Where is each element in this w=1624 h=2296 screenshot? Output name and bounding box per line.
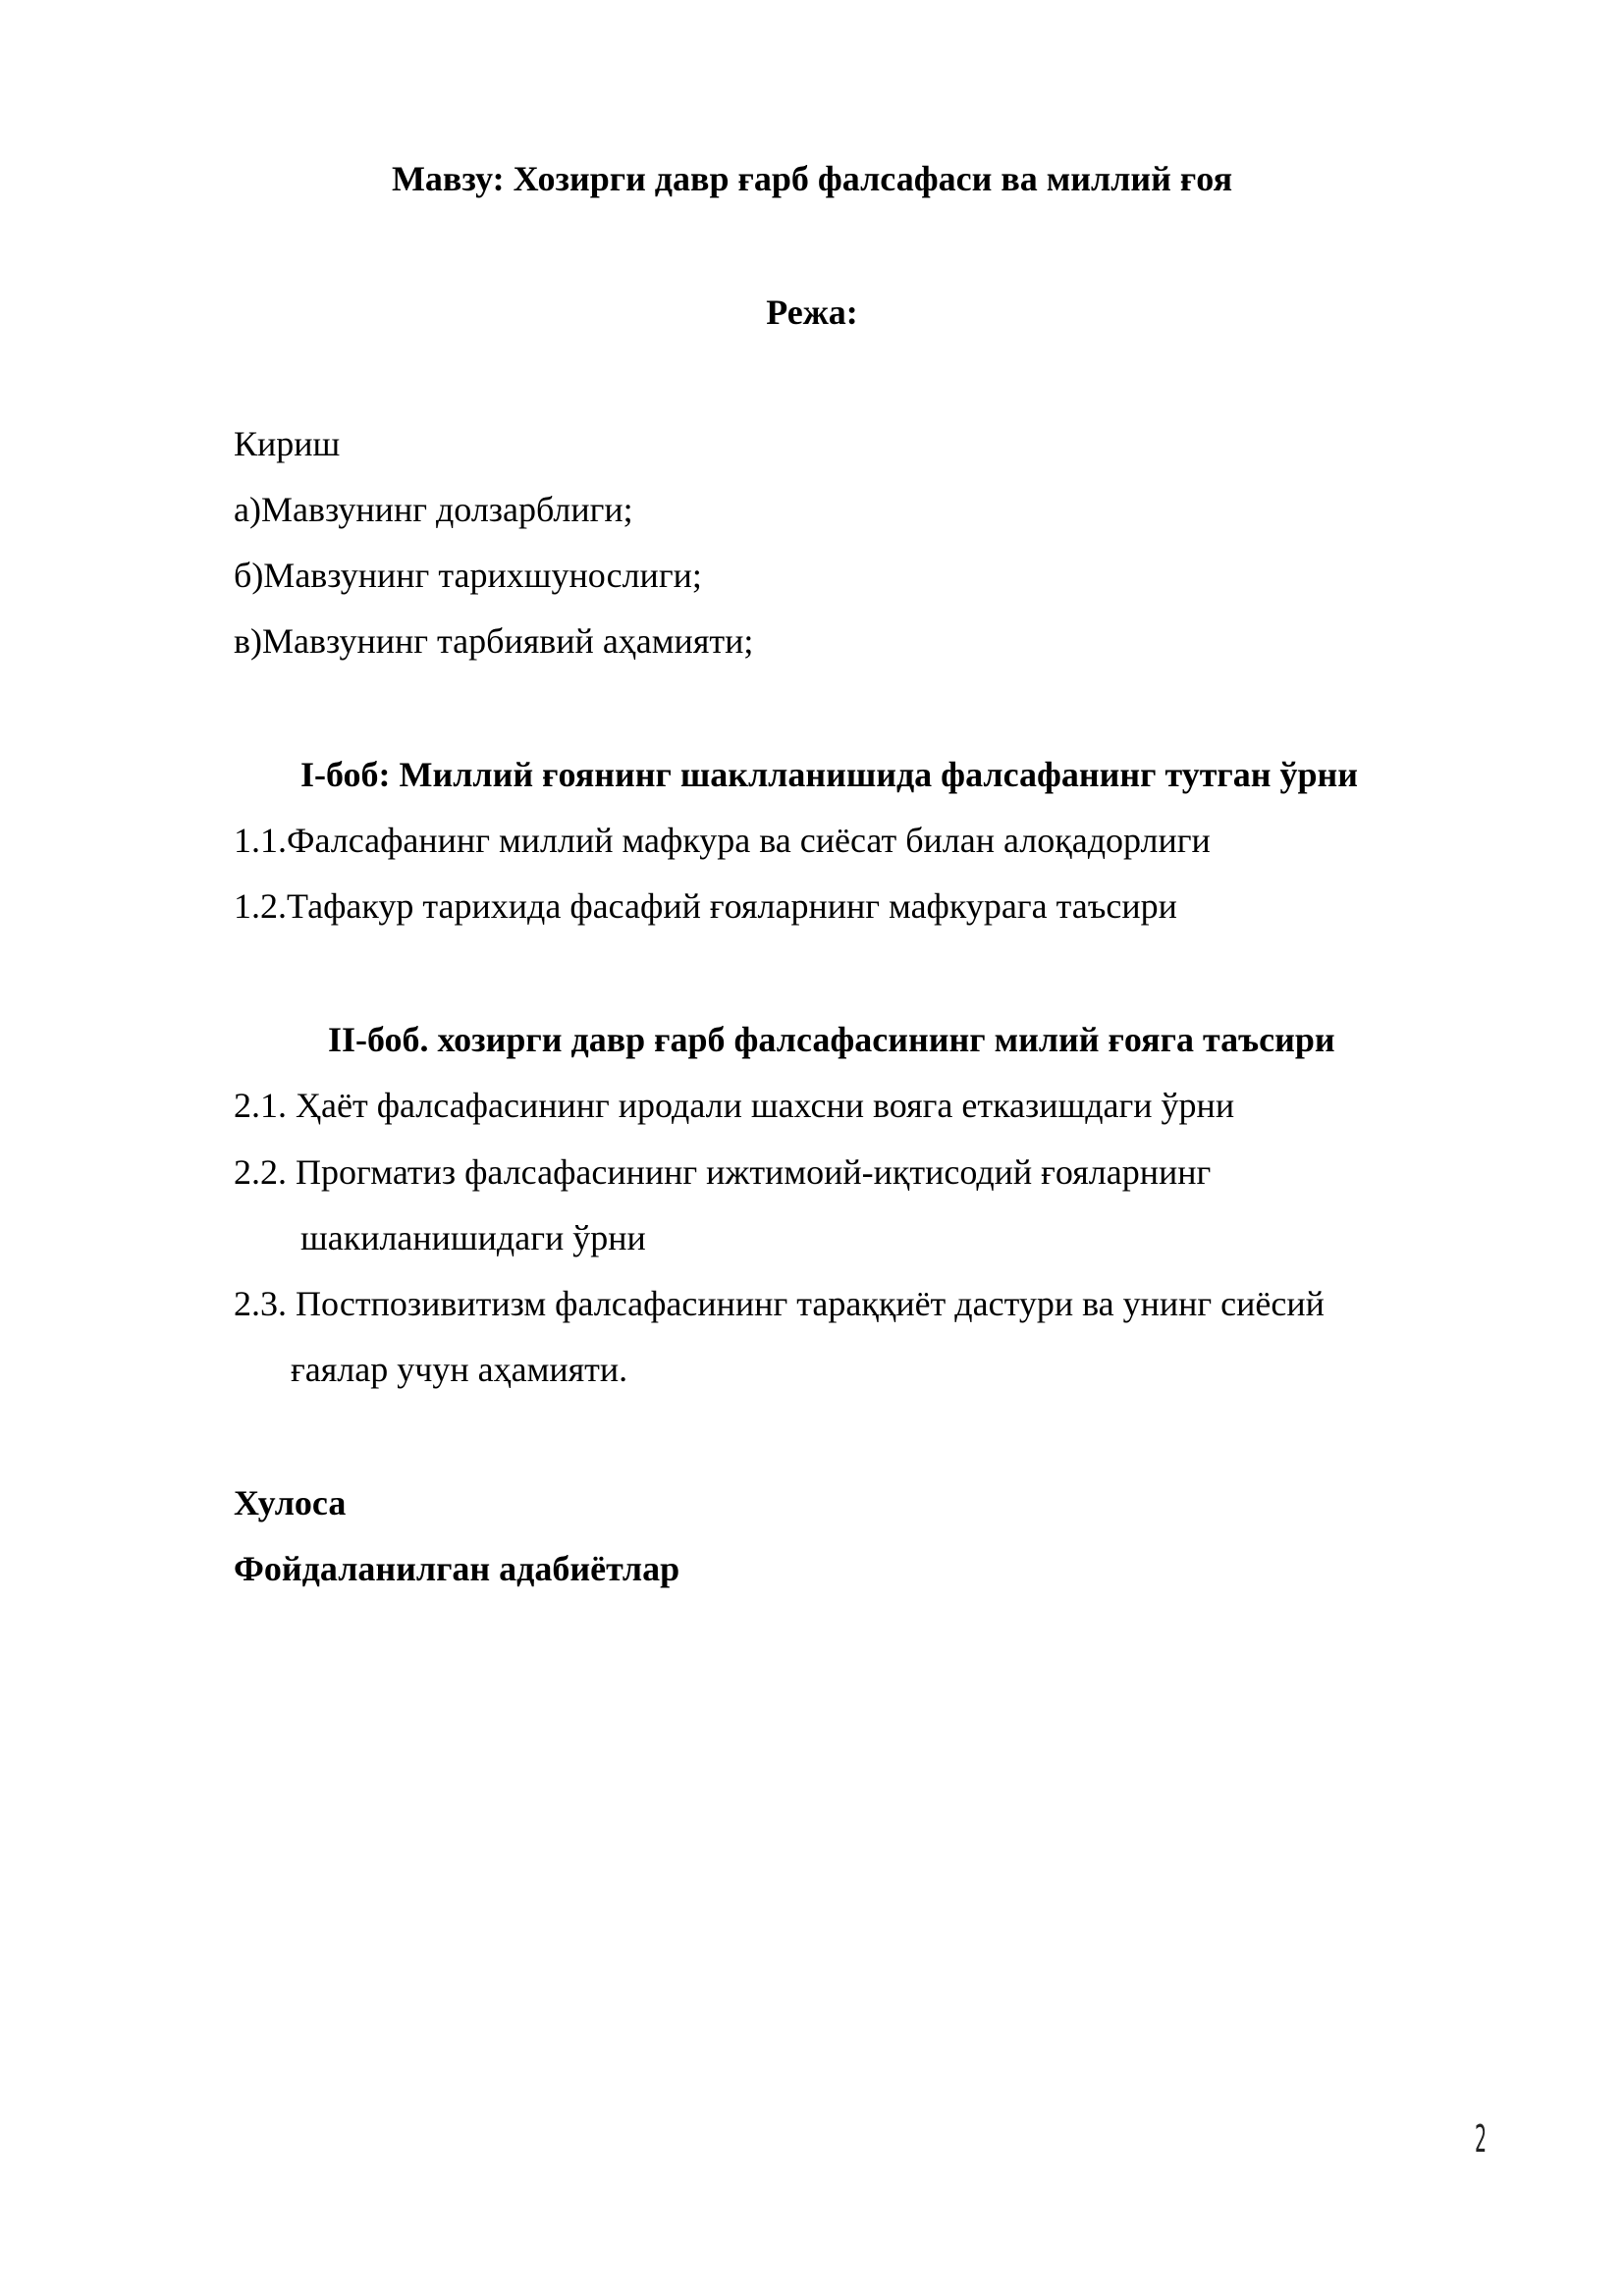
chapter1-item-1-1: 1.1.Фалсафанинг миллий мафкура ва сиёсат билан алоқадорлиги [234, 821, 1211, 860]
page-number: 2 [1475, 2117, 1488, 2161]
intro-item-historiography: б)Мавзунинг тарихшунослиги; [234, 556, 702, 595]
chapter2-heading: II-боб. хозирги давр ғарб фалсафасининг милий ғояга таъсири [328, 1020, 1335, 1059]
intro-item-relevance: а)Мавзунинг долзарблиги; [234, 490, 633, 529]
chapter2-item-2-2-continued: шакиланишидаги ўрни [300, 1218, 646, 1257]
references-heading: Фойдаланилган адабиётлар [234, 1549, 680, 1588]
chapter1-item-1-2: 1.2.Тафакур тарихида фасафий ғояларнинг мафкурага таъсири [234, 886, 1177, 926]
plan-heading: Режа: [766, 293, 858, 332]
intro-item-educational-value: в)Мавзунинг тарбиявий аҳамияти; [234, 621, 754, 661]
document-title: Мавзу: Хозирги давр ғарб фалсафаси ва миллий ғоя [391, 159, 1233, 198]
chapter2-item-2-2: 2.2. Прогматиз фалсафасининг ижтимоий-иқтисодий ғояларнинг [234, 1152, 1212, 1192]
conclusion-heading: Хулоса [234, 1483, 347, 1522]
chapter2-item-2-3: 2.3. Постпозивитизм фалсафасининг тараққиёт дастури ва унинг сиёсий [234, 1284, 1325, 1323]
intro-label: Кириш [234, 424, 341, 463]
chapter1-heading: I-боб: Миллий ғоянинг шаклланишида фалсафанинг тутган ўрни [300, 755, 1358, 794]
chapter2-item-2-1: 2.1. Ҳаёт фалсафасининг иродали шахсни вояга етказишдаги ўрни [234, 1086, 1235, 1125]
chapter2-item-2-3-continued: ғаялар учун аҳамияти. [291, 1350, 628, 1389]
